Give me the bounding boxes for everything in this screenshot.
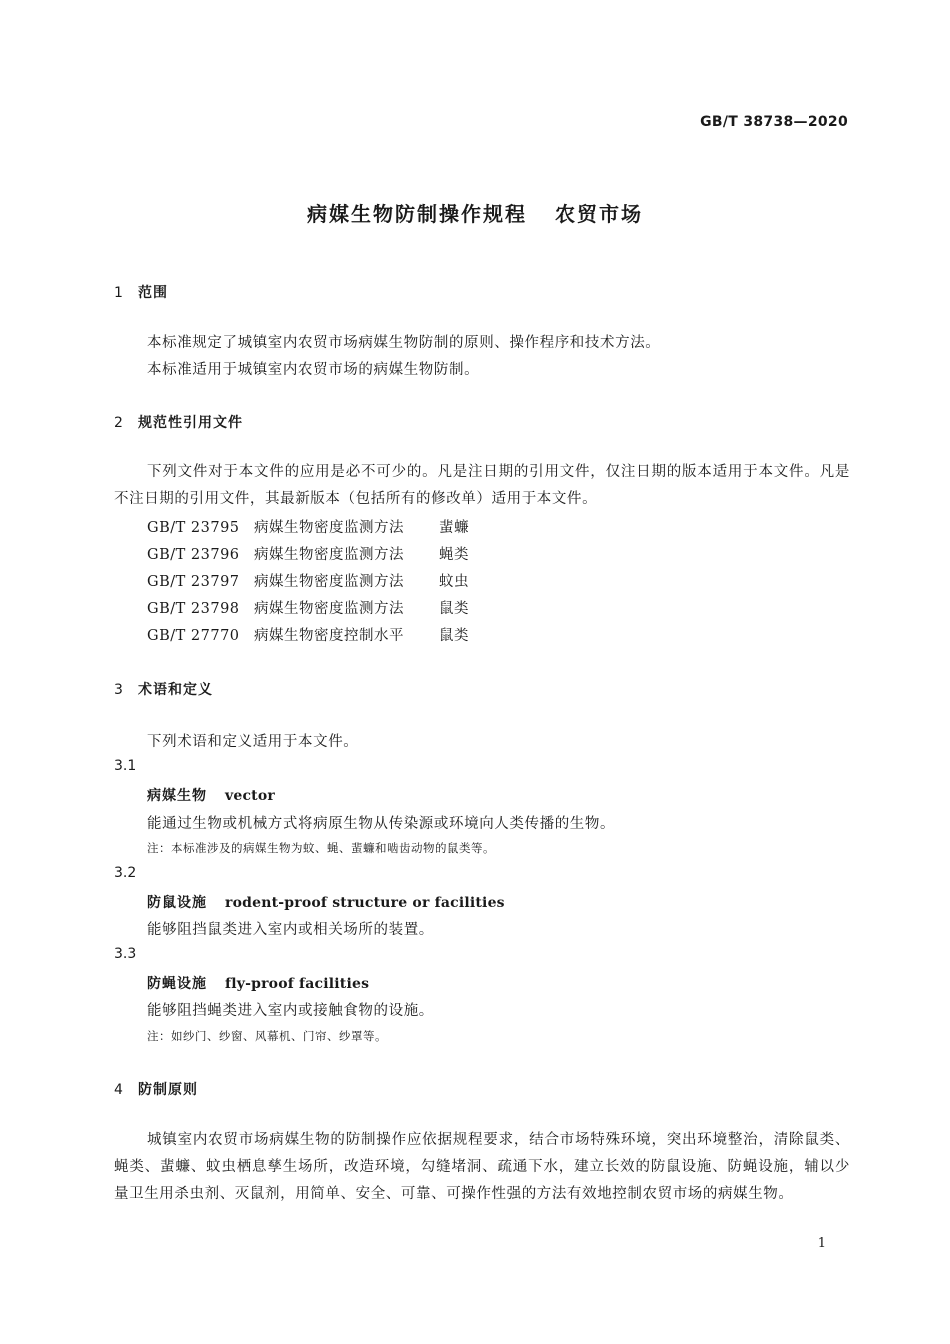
reference-item (147, 570, 469, 591)
section-title: 范围 (138, 285, 168, 301)
reference-title: 病媒生物密度监测方法 (254, 574, 404, 590)
term-chinese: 防蝇设施 (147, 976, 207, 992)
reference-item (147, 624, 469, 645)
section-number: 4 (114, 1082, 124, 1098)
standard-number: GB/T 38738—2020 (700, 114, 848, 130)
reference-target: 蝇类 (439, 547, 469, 563)
section-1-heading (114, 282, 168, 302)
reference-code: GB/T 23798 (147, 601, 240, 617)
term-note: 注：本标准涉及的病媒生物为蚊、蝇、蜚蠊和啮齿动物的鼠类等。 (147, 841, 495, 855)
section-number: 1 (114, 285, 124, 301)
scope-paragraph-2: 本标准适用于城镇室内农贸市场的病媒生物防制。 (147, 362, 480, 378)
term-number: 3.1 (114, 758, 137, 774)
reference-code: GB/T 23796 (147, 547, 240, 563)
term-note: 注：如纱门、纱窗、风幕机、门帘、纱罩等。 (147, 1029, 387, 1043)
principles-paragraph: 城镇室内农贸市场病媒生物的防制操作应依据规程要求，结合市场特殊环境，突出环境整治，清除鼠类、蝇类、蜚蠊、蚊虫栖息孳生场所，改造环境，勾缝堵洞、疏通下水，建立长效的防鼠设施、防蝇设施，辅以少量卫生用杀虫剂、灭鼠剂，用简单、安全、可靠、可操作性强的方法有效地控制农贸市场的病媒生物。 (114, 1132, 850, 1202)
reference-item (147, 543, 469, 564)
section-4-heading (114, 1079, 198, 1099)
reference-target: 蜚蠊 (439, 520, 469, 536)
references-intro: 下列文件对于本文件的应用是必不可少的。凡是注日期的引用文件，仅注日期的版本适用于本文件。凡是不注日期的引用文件，其最新版本（包括所有的修改单）适用于本文件。 (114, 464, 850, 507)
terms-intro: 下列术语和定义适用于本文件。 (147, 734, 359, 750)
term-definition: 能通过生物或机械方式将病原生物从传染源或环境向人类传播的生物。 (147, 816, 616, 832)
reference-target: 鼠类 (439, 601, 469, 617)
section-title: 防制原则 (138, 1082, 198, 1098)
reference-code: GB/T 23797 (147, 574, 240, 590)
section-title: 规范性引用文件 (138, 415, 243, 431)
term-heading (147, 973, 369, 993)
term-chinese: 防鼠设施 (147, 895, 207, 911)
section-2-heading (114, 412, 243, 432)
section-number: 2 (114, 415, 124, 431)
section-title: 术语和定义 (138, 682, 213, 698)
term-heading (147, 892, 505, 912)
reference-title: 病媒生物密度监测方法 (254, 520, 404, 536)
reference-target: 鼠类 (439, 628, 469, 644)
term-english: fly-proof facilities (225, 976, 370, 992)
reference-code: GB/T 23795 (147, 520, 240, 536)
section-3-heading (114, 679, 213, 699)
reference-item (147, 597, 469, 618)
term-definition: 能够阻挡鼠类进入室内或相关场所的装置。 (147, 922, 434, 938)
title-main: 病媒生物防制操作规程 (307, 202, 527, 226)
reference-title: 病媒生物密度监测方法 (254, 547, 404, 563)
page-number: 1 (817, 1236, 826, 1251)
scope-paragraph-1: 本标准规定了城镇室内农贸市场病媒生物防制的原则、操作程序和技术方法。 (147, 335, 661, 351)
document-title (0, 198, 950, 227)
reference-item (147, 516, 469, 537)
reference-code: GB/T 27770 (147, 628, 240, 644)
term-english: vector (225, 788, 275, 804)
term-number: 3.2 (114, 865, 137, 881)
term-chinese: 病媒生物 (147, 788, 207, 804)
title-sub: 农贸市场 (555, 202, 643, 226)
section-number: 3 (114, 682, 124, 698)
term-definition: 能够阻挡蝇类进入室内或接触食物的设施。 (147, 1003, 434, 1019)
reference-target: 蚊虫 (439, 574, 469, 590)
term-english: rodent-proof structure or facilities (225, 895, 505, 911)
term-number: 3.3 (114, 946, 137, 962)
reference-title: 病媒生物密度控制水平 (254, 628, 404, 644)
term-heading (147, 785, 275, 805)
reference-title: 病媒生物密度监测方法 (254, 601, 404, 617)
